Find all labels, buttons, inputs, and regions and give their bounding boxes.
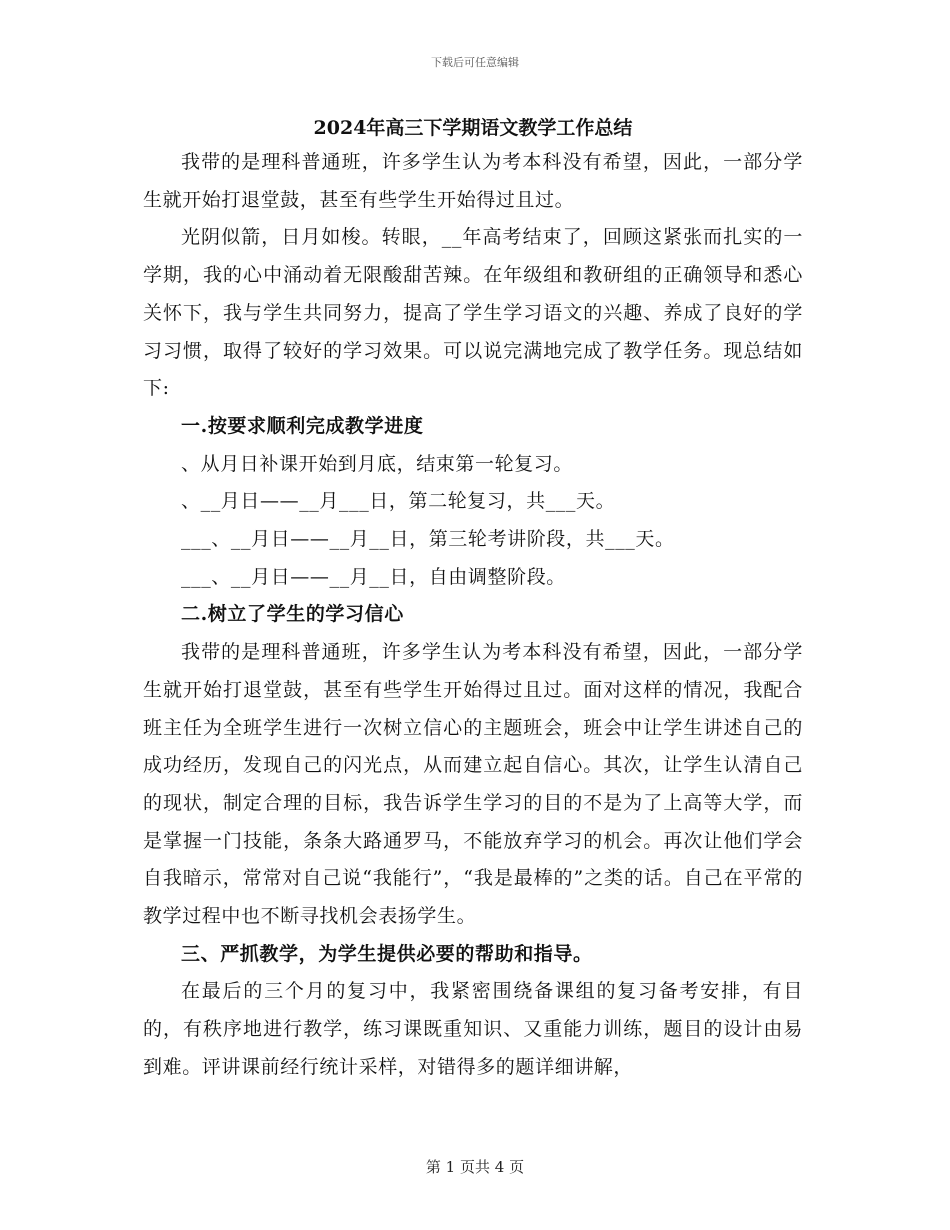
schedule-item: ___、__月日——__月__日，自由调整阶段。: [181, 565, 566, 588]
paragraph: 我带的是理科普通班，许多学生认为考本科没有希望，因此，一部分学生就开始打退堂鼓，甚至有些学生开始得过且过。: [143, 151, 803, 211]
schedule-item: ___、__月日——__月__日，第三轮考讲阶段，共___天。: [181, 528, 675, 551]
paragraph: 我带的是理科普通班，许多学生认为考本科没有希望，因此，一部分学生就开始打退堂鼓，甚至有些学生开始得过且过。面对这样的情况，我配合班主任为全班学生进行一次树立信心的主题班会，班会中让学生讲述自己的成功经历，发现自己的闪光点，从而建立起自信心。其次，让学生认清自己的现状，制定合理的目标，我告诉学生学习的目的不是为了上高等大学，而是掌握一门技能，条条大路通罗马，不能放弃学习的机会。再次让他们学会自我暗示，常常对自己说“我能行”，“我是最棒的”之类的话。自己在平常的教学过程中也不断寻找机会表扬学生。: [143, 641, 803, 928]
page-number: 第 1 页共 4 页: [425, 1158, 525, 1176]
schedule-item: 、__月日——__月___日，第二轮复习，共___天。: [181, 490, 616, 513]
schedule-item: 、从月日补课开始到月底，结束第一轮复习。: [181, 452, 574, 475]
paragraph: 在最后的三个月的复习中，我紧密围绕备课组的复习备考安排，有目的，有秩序地进行教学，练习课既重知识、又重能力训练，题目的设计由易到难。评讲课前经行统计采样，对错得多的题详细讲解，: [143, 980, 803, 1078]
paragraph: 光阴似箭，日月如梭。转眼，__年高考结束了，回顾这紧张而扎实的一学期，我的心中涌动着无限酸甜苦辣。在年级组和教研组的正确领导和悉心关怀下，我与学生共同努力，提高了学生学习语文的兴趣、养成了良好的学习习惯，取得了较好的学习效果。可以说完满地完成了教学任务。现总结如下:: [143, 226, 803, 400]
section-heading: 二.树立了学生的学习信心: [181, 603, 404, 626]
page-header: 下载后可任意编辑: [431, 56, 519, 69]
document-title: 2024年高三下学期语文教学工作总结: [313, 117, 633, 139]
document-body: [143, 112, 803, 1087]
section-heading: 三、严抓教学，为学生提供必要的帮助和指导。: [181, 942, 593, 965]
section-heading: 一.按要求顺利完成教学进度: [181, 414, 424, 437]
